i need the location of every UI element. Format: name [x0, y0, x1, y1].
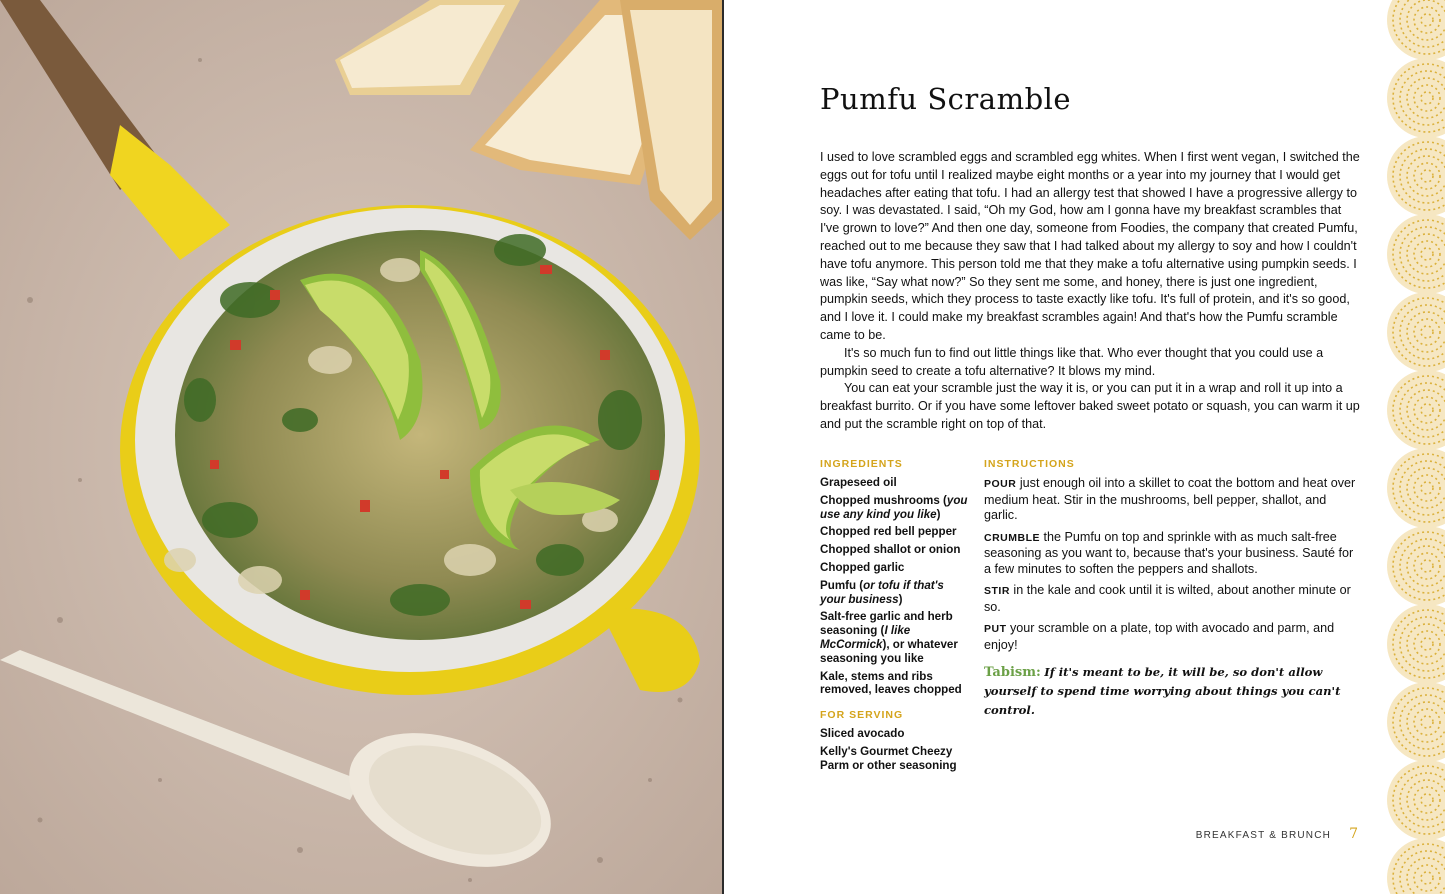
intro-text	[820, 149, 1360, 434]
serving-heading: FOR SERVING	[820, 709, 904, 722]
tabism-note	[984, 663, 1360, 720]
ingredient-item: Salt-free garlic and herb seasoning (I like McCormick), or whatever seasoning you like	[820, 610, 958, 665]
section-name: BREAKFAST & BRUNCH	[1195, 830, 1332, 841]
ingredient-item: Chopped garlic	[820, 560, 905, 574]
instruction-step: CRUMBLE the Pumfu on top and sprinkle with as much salt-free seasoning as you want to, because that's your business. Sauté for a few minutes to soften the peppers and shallots.	[984, 529, 1354, 576]
serving-item: Sliced avocado	[820, 727, 905, 741]
ingredients-heading: INGREDIENTS	[820, 458, 903, 470]
ingredient-item: Chopped red bell pepper	[820, 525, 957, 539]
ingredient-item: Grapeseed oil	[820, 476, 897, 489]
skillet-scramble-image	[0, 0, 722, 894]
ingredients-column	[820, 458, 970, 777]
recipe-title: Pumfu Scramble	[820, 82, 1072, 116]
ingredient-item: Chopped shallot or onion	[820, 543, 961, 557]
recipe-photo	[0, 0, 722, 894]
intro-paragraph-2: It's so much fun to find out little things like that. Who ever thought that you could use a pumpkin seed to create a tofu alternative? It blows my mind.	[820, 345, 1324, 378]
ingredient-item: Kale, stems and ribs removed, leaves chopped	[820, 669, 962, 697]
serving-item: Kelly's Gourmet Cheezy Parm or other seasoning	[820, 744, 957, 772]
instructions-heading: INSTRUCTIONS	[984, 458, 1075, 470]
ingredient-item: Pumfu (or tofu if that's your business)	[820, 578, 944, 606]
decorative-border-pattern	[1383, 0, 1445, 894]
tabism-label: Tabism:	[984, 665, 1041, 680]
intro-paragraph-3: You can eat your scramble just the way it is, or you can put it in a wrap and roll it up into a breakfast burrito. Or if you have some leftover baked sweet potato or squash, you can warm it up and put the scramble right on top of that.	[820, 381, 1360, 431]
ingredient-item: Chopped mushrooms (you use any kind you like)	[820, 493, 968, 521]
instructions-column	[984, 458, 1360, 720]
tabism-text: If it's meant to be, it will be, so don't allow yourself to spend time worrying about things you can't control.	[984, 665, 1341, 717]
instruction-step: PUT your scramble on a plate, top with avocado and parm, and enjoy!	[984, 621, 1335, 652]
page-number: 7	[1349, 826, 1358, 842]
intro-paragraph-1: I used to love scrambled eggs and scrambled egg whites. When I first went vegan, I switched the eggs out for tofu until I realized maybe eight months or a year into my journey that I would get headaches after eating that tofu. I had an allergy test that showed I have a progressive allergy to soy. I was devastated. I said, “Oh my God, how am I gonna have my breakfast scrambles that I've grown to love?” And then one day, someone from Foodies, the company that created Pumfu, reached out to me because they saw that I had talked about my allergy to soy and how I couldn't have tofu anymore. This person told me that they make a tofu alternative using pumpkin seeds. I was like, “Say what now?” So they sent me some, and honey, there is just one ingredient, pumpkin seeds, which they process to taste exactly like tofu. It's full of protein, and it's so good, and I love it. I could make my breakfast scrambles again! And that's how the Pumfu scramble came to be.	[820, 150, 1360, 342]
instruction-step: POUR just enough oil into a skillet to coat the bottom and heat over medium heat. Stir in the mushrooms, bell pepper, shallot, and garlic.	[984, 476, 1356, 522]
page-footer	[1196, 826, 1358, 842]
recipe-page	[724, 0, 1445, 894]
instruction-step: STIR in the kale and cook until it is wilted, about another minute or so.	[984, 583, 1351, 614]
